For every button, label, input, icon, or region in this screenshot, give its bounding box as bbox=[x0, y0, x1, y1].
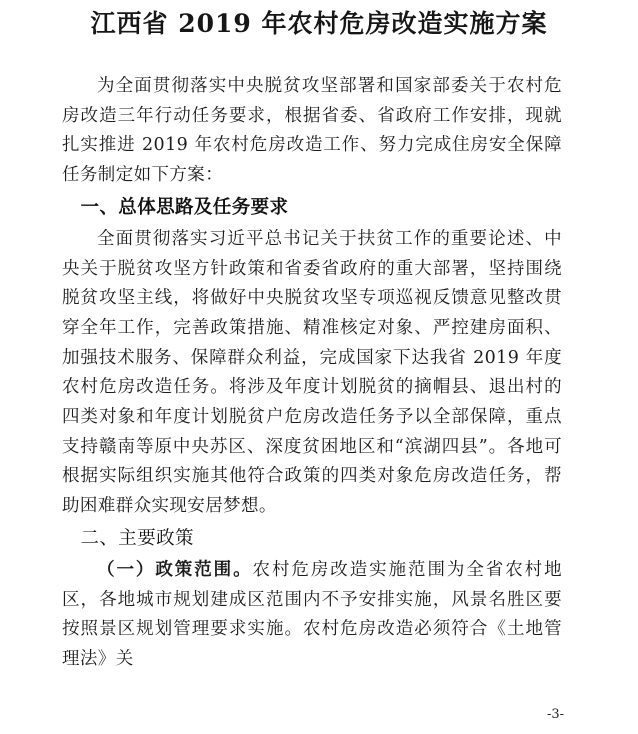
subsection-1-body: 农村危房改造实施范围为全省农村地区，各地城市规划建成区范围内不予安排实施，风景名胜区要按照景区规划管理要求实施。农村危房改造必须符合《土地管理法》关 bbox=[62, 559, 562, 669]
intro-paragraph: 为全面贯彻落实中央脱贫攻坚部署和国家部委关于农村危房改造三年行动任务要求，根据省委、省政府工作安排，现就扎实推进 2019 年农村危房改造工作、努力完成住房安全保障任务制定如下方案： bbox=[62, 76, 562, 186]
section-1-heading: 一、总体思路及任务要求 bbox=[80, 196, 289, 218]
document-title: 江西省 2019 年农村危房改造实施方案 bbox=[90, 9, 548, 38]
section-2-heading: 二、主要政策 bbox=[80, 527, 194, 549]
subsection-1-paragraph bbox=[62, 556, 562, 675]
page-number: -3- bbox=[546, 707, 564, 722]
section-1-paragraph: 全面贯彻落实习近平总书记关于扶贫工作的重要论述、中央关于脱贫攻坚方针政策和省委省政府的重大部署，坚持围绕脱贫攻坚主线，将做好中央脱贫攻坚专项巡视反馈意见整改贯穿全年工作，完善政策措施、精准核定对象、严控建房面积、加强技术服务、保障群众利益，完成国家下达我省 2019 年度农村危房改造任务。将涉及年度计划脱贫的摘帽县、退出村的四类对象和年度计划脱贫户危房改造任务予以全部保障，重点支持赣南等原中央苏区、深度贫困地区和“滨湖四县”。各地可根据实际组织实施其他符合政策的四类对象危房改造任务，帮助困难群众实现安居梦想。 bbox=[62, 228, 562, 517]
subsection-1-lead: （一）政策范围。 bbox=[97, 559, 253, 580]
document-body bbox=[62, 72, 562, 675]
